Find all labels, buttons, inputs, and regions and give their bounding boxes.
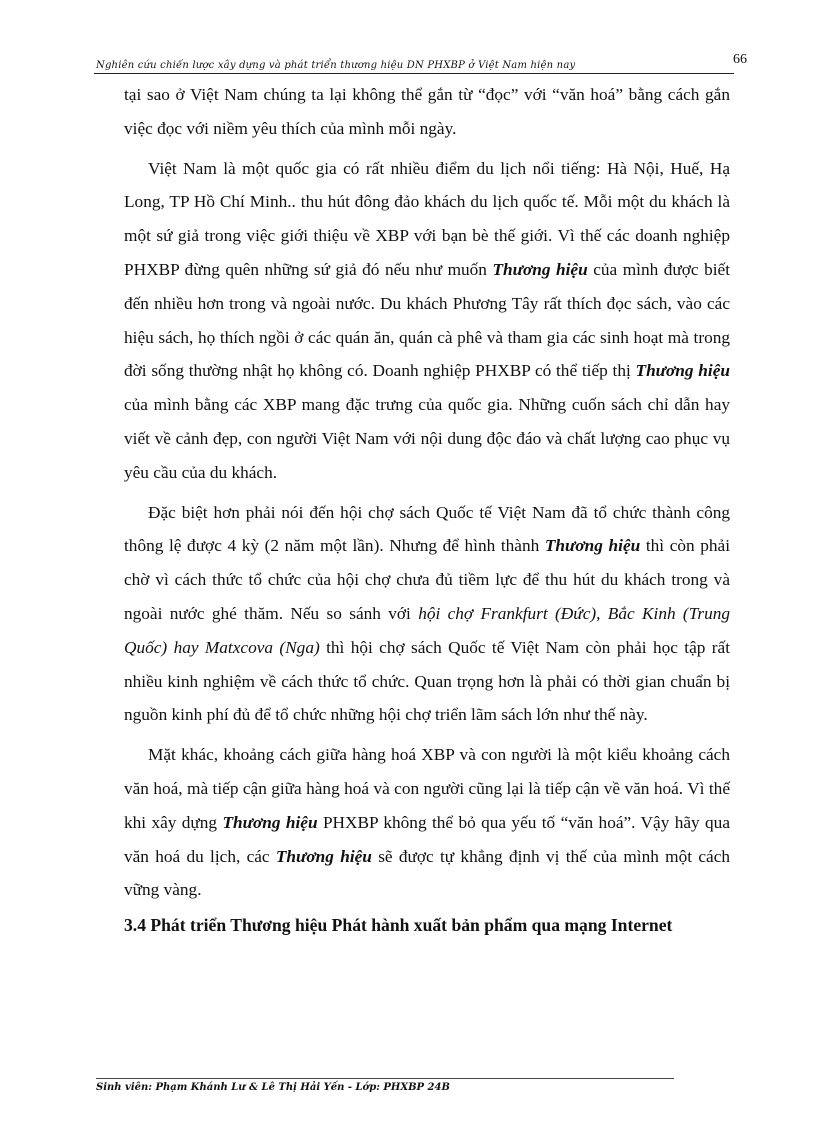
text-segment: PHXBP không thể bỏ qua yếu tố “văn hoá”. Vậy hãy qua văn hoá du lịch, các [124, 812, 730, 866]
brand-term: Thương hiệu [544, 536, 641, 556]
paragraph [124, 738, 730, 907]
brand-term: Thương hiệu [275, 846, 372, 866]
running-footer: Sinh viên: Phạm Khánh Lư & Lê Thị Hải Yến - Lớp: PHXBP 24B [96, 1082, 450, 1093]
text-segment: tại sao ở Việt Nam chúng ta lại không thể gắn từ “đọc” với “văn hoá” bằng cách gắn việc đọc với niềm yêu thích của mình mỗi ngày. [124, 85, 730, 138]
brand-term: Thương hiệu [492, 259, 588, 279]
paragraph [124, 78, 730, 146]
running-header: Nghiên cứu chiến lược xây dựng và phát triển thương hiệu DN PHXBP ở Việt Nam hiện nay [96, 60, 576, 71]
text-segment: thì hội chợ sách Quốc tế Việt Nam còn phải học tập rất nhiều kinh nghiệm về cách thức tổ chức. Quan trọng hơn là phải có thời gian chuẩn bị nguồn kinh phí đủ để tổ chức những hội chợ triển lãm sách lớn như thế này. [124, 637, 730, 725]
brand-term: Thương hiệu [635, 361, 731, 381]
text-segment: Đặc biệt hơn phải nói đến hội chợ sách Quốc tế Việt Nam đã tổ chức thành công thông lệ được 4 kỳ (2 năm một lần). Nhưng để hình thành [124, 502, 730, 556]
page-number: 66 [733, 52, 747, 67]
text-segment: của mình được biết đến nhiều hơn trong và ngoài nước. Du khách Phương Tây rất thích đọc sách, vào các hiệu sách, họ thích ngồi ở các quán ăn, quán cà phê và tham gia các sinh hoạt mà trong đời sống thường nhật họ không có. Doanh nghiệp PHXBP có thể tiếp thị [124, 259, 731, 381]
paragraph [124, 496, 730, 733]
text-segment: thì còn phải chờ vì cách thức tổ chức của hội chợ chưa đủ tiềm lực để thu hút du khách trong và ngoài nước ghé thăm. Nếu so sánh với [124, 536, 731, 623]
document-body [124, 78, 730, 942]
text-segment: Việt Nam là một quốc gia có rất nhiều điểm du lịch nổi tiếng: Hà Nội, Huế, Hạ Long, TP Hồ Chí Minh.. thu hút đông đảo khách du lịch quốc tế. Mỗi một du khách là một sứ giả trong việc giới thiệu về XBP với bạn bè thế giới. Vì thế các doanh nghiệp PHXBP đừng quên những sứ giả đó nếu như muốn [124, 158, 730, 279]
text-segment: của mình bằng các XBP mang đặc trưng của quốc gia. Những cuốn sách chỉ dẫn hay viết về cảnh đẹp, con người Việt Nam với nội dung độc đáo và chất lượng cao phục vụ yêu cầu của du khách. [124, 395, 730, 482]
paragraph [124, 152, 730, 490]
text-segment: sẽ được tự khẳng định vị thế của mình một cách vững vàng. [124, 846, 731, 900]
italic-text: hội chợ Frankfurt (Đức), Bắc Kinh (Trung Quốc) hay Matxcova (Nga) [124, 603, 730, 657]
section-heading: 3.4 Phát triển Thương hiệu Phát hành xuất bản phẩm qua mạng Internet [124, 915, 673, 936]
text-segment: Mặt khác, khoảng cách giữa hàng hoá XBP và con người là một kiểu khoảng cách văn hoá, mà tiếp cận giữa hàng hoá và con người cũng lại là tiếp cận về văn hoá. Vì thế khi xây dựng [124, 745, 730, 832]
brand-term: Thương hiệu [222, 812, 318, 832]
footer-divider [96, 1078, 674, 1079]
header-divider [94, 73, 734, 74]
